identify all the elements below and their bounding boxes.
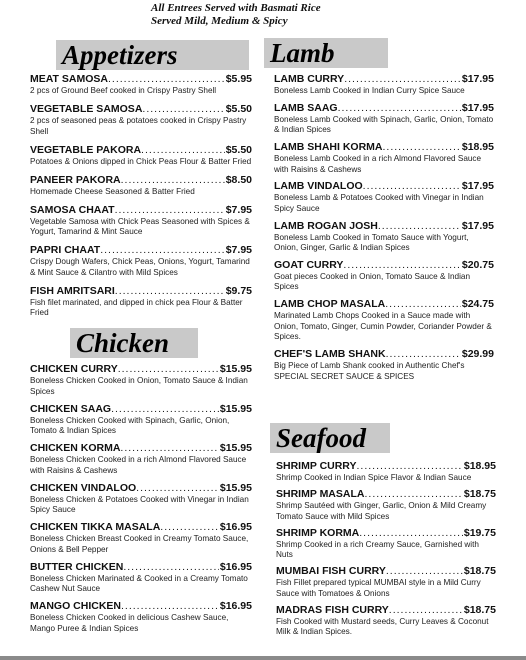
menu-item-description: Shrimp Cooked in Indian Spice Flavor & Indian Sauce [276,473,472,482]
menu-item-price: $17.95 [461,219,494,232]
menu-item-name: VEGETABLE SAMOSA [30,103,143,115]
menu-item-description: Boneless Chicken & Potatoes Cooked with Vinegar in Indian Spicy Sauce [30,494,249,514]
appetizers-title: Appetizers [56,40,249,70]
menu-item-name: CHICKEN VINDALOO [30,481,137,494]
menu-item-description: Boneless Chicken Cooked with Spinach, Garlic, Onion, Tomato & Indian Spices [30,415,230,435]
menu-item-price: $18.95 [463,460,496,472]
dot-leader [100,244,225,257]
menu-item-line [276,527,496,540]
menu-item-description: Goat pieces Cooked in Onion, Tomato Sauce & Indian Spices [274,271,471,292]
menu-item-name: CHICKEN KORMA [30,442,121,454]
menu-item-name: PAPRI CHAAT [30,244,101,256]
dot-leader [121,174,225,187]
menu-item [274,348,494,382]
menu-item-price: $5.95 [225,73,252,85]
menu-item-name: SHRIMP MASALA [276,488,365,501]
menu-item-name: PANEER PAKORA [30,173,121,186]
lamb-list [274,73,494,382]
dot-leader [378,220,461,233]
menu-item-name: LAMB VINDALOO [274,180,363,193]
menu-item-line [30,73,252,86]
chicken-list [30,363,252,634]
dot-leader [359,527,463,540]
menu-item-description: Boneless Chicken Marinated & Cooked in a Creamy Tomato Cashew Nut Sauce [30,573,248,593]
menu-item-line [276,460,496,473]
menu-item-price: $17.95 [461,180,494,193]
dot-leader [389,604,463,617]
menu-item-line [274,259,494,272]
menu-item-description: Shrimp Cooked in a rich Creamy Sauce, Garnished with Nuts [276,539,479,560]
menu-item-description: Vegetable Samosa with Chick Peas Seasoned with Spices & Yogurt, Tamarind & Mint Sauce [30,216,250,236]
menu-item-price: $29.99 [461,348,494,361]
menu-item-description: Shrimp Sautéed with Ginger, Garlic, Onion & Mild Creamy Tomato Sauce with Mild Spices [276,501,487,521]
menu-item-name: LAMB CHOP MASALA [274,298,386,311]
menu-item-line [30,482,252,495]
menu-item [30,174,252,198]
dot-leader [385,298,461,311]
menu-item-description: Fish Cooked with Mustard seeds, Curry Leaves & Coconut Milk & Indian Spices. [276,616,489,637]
menu-item-price: $5.50 [225,103,252,115]
menu-item-name: BUTTER CHICKEN [30,560,124,573]
menu-item-line [274,348,494,361]
menu-item-line [274,298,494,311]
menu-item-line [276,565,496,578]
menu-item-price: $7.95 [225,203,252,216]
menu-item-name: CHICKEN TIKKA MASALA [30,521,161,533]
menu-item [30,144,252,168]
menu-item-name: VEGETABLE PAKORA [30,143,142,156]
menu-item-description: Big Piece of Lamb Shank cooked in Authentic Chef's SPECIAL SECRET SAUCE & SPICES [274,361,465,381]
menu-item-description: Boneless Lamb Cooked in Tomato Sauce with Yogurt, Onion, Ginger, Garlic & Indian Spices [274,232,469,253]
dot-leader [383,141,461,154]
menu-item-name: CHEF'S LAMB SHANK [274,348,386,361]
menu-item-name: SAMOSA CHAAT [30,203,115,216]
menu-item-price: $18.75 [463,565,496,578]
menu-item-name: LAMB CURRY [274,73,345,85]
menu-item [276,604,496,638]
dot-leader [344,73,461,86]
menu-item-price: $18.95 [461,141,494,154]
menu-item-price: $9.75 [225,284,252,297]
menu-item-name: FISH AMRITSARI [30,284,115,297]
menu-item-price: $18.75 [463,488,496,501]
menu-item-name: LAMB ROGAN JOSH [274,219,378,232]
menu-item-line [30,521,252,534]
menu-item-description: Boneless Chicken Cooked in a rich Almond Flavored Sauce with Raisins & Cashews [30,455,247,475]
menu-item-name: LAMB SAAG [274,101,338,114]
menu-item [274,102,494,136]
chicken-title: Chicken [70,328,198,358]
menu-item-description: Fish Fillet prepared typical MUMBAI style in a Mild Curry Sauce with Tomatoes & Onions [276,578,481,598]
menu-item [276,527,496,561]
dot-leader [136,482,219,495]
menu-item-description: 2 pcs of seasoned peas & potatoes cooked in Crispy Pastry Shell [30,116,247,136]
menu-item-description: Boneless Lamb Cooked in a rich Almond Flavored Sauce with Raisins & Cashews [274,154,482,174]
menu-item-line [274,220,494,233]
dot-leader [118,363,219,376]
menu-item-line [30,403,252,416]
menu-item-line [30,561,252,574]
menu-item-line [30,204,252,217]
dot-leader [338,102,461,115]
dot-leader [343,259,460,272]
menu-item [30,103,252,137]
menu-item [276,565,496,599]
header-line-rice: All Entrees Served with Basmati Rice [151,2,321,14]
menu-item-line [30,363,252,376]
menu-item-line [30,285,252,298]
menu-item-price: $16.95 [219,521,252,533]
dot-leader [357,460,463,473]
menu-item-name: GOAT CURRY [274,258,344,271]
menu-item-name: MADRAS FISH CURRY [276,603,389,616]
menu-item-name: MUMBAI FISH CURRY [276,565,386,578]
menu-item [274,298,494,343]
menu-item-line [30,442,252,455]
menu-item [30,285,252,319]
seafood-title: Seafood [270,423,390,453]
menu-item-price: $8.50 [225,173,252,186]
menu-item [274,220,494,254]
dot-leader [111,403,219,416]
dot-leader [364,488,462,501]
menu-item [276,460,496,484]
dot-leader [108,73,225,86]
menu-item [30,561,252,595]
menu-item [30,363,252,397]
menu-item-description: Fish filet marinated, and dipped in chick pea Flour & Batter Fried [30,297,243,317]
menu-item-description: Boneless Chicken Breast Cooked in Creamy Tomato Sauce, Onions & Bell Pepper [30,534,249,554]
menu-item-price: $7.95 [225,244,252,256]
menu-item-description: 2 pcs of Ground Beef cooked in Crispy Pastry Shell [30,86,217,95]
menu-item-price: $19.75 [463,526,496,539]
menu-item [276,488,496,522]
menu-item-description: Potatoes & Onions dipped in Chick Peas Flour & Batter Fried [30,156,252,166]
menu-item-line [274,180,494,193]
menu-item-line [30,103,252,116]
menu-item-price: $17.95 [461,101,494,114]
menu-item-description: Boneless Chicken Cooked in delicious Cashew Sauce, Mango Puree & Indian Spices [30,613,229,633]
menu-item-line [30,174,252,187]
menu-item-price: $15.95 [219,481,252,494]
dot-leader [123,561,219,574]
menu-item [274,259,494,293]
bottom-divider [0,656,526,660]
menu-item-price: $15.95 [219,442,252,454]
menu-item-line [274,102,494,115]
dot-leader [115,204,225,217]
menu-item [30,73,252,97]
menu-item-price: $16.95 [219,600,252,612]
dot-leader [363,180,461,193]
menu-item-name: MEAT SAMOSA [30,73,108,85]
dot-leader [121,600,219,613]
menu-item [30,204,252,238]
menu-item-description: Boneless Lamb Cooked in Indian Curry Spice Sauce [274,86,465,95]
dot-leader [386,348,461,361]
menu-item [30,244,252,278]
menu-item [274,141,494,175]
menu-item-price: $15.95 [219,363,252,375]
menu-item-line [276,488,496,501]
menu-item [30,521,252,555]
menu-item-name: MANGO CHICKEN [30,600,121,612]
menu-item-price: $15.95 [219,402,252,415]
menu-item-line [276,604,496,617]
menu-item-line [274,141,494,154]
menu-item-price: $24.75 [461,298,494,311]
menu-item-description: Boneless Chicken Cooked in Onion, Tomato Sauce & Indian Spices [30,376,248,396]
menu-item-name: SHRIMP CURRY [276,460,357,472]
menu-item [30,403,252,437]
lamb-title: Lamb [264,38,388,68]
menu-item-description: Homemade Cheese Seasoned & Batter Fried [30,186,195,196]
dot-leader [142,103,224,116]
menu-item-line [30,600,252,613]
menu-item [30,600,252,634]
menu-item-price: $18.75 [463,603,496,616]
menu-item-name: CHICKEN CURRY [30,363,118,375]
menu-item-price: $5.50 [225,143,252,156]
menu-item [274,73,494,97]
seafood-list [276,460,496,638]
menu-item-description: Marinated Lamb Chops Cooked in a Sauce made with Onion, Tomato, Ginger, Cumin Powder, Coriander Powder & Spices. [274,311,492,342]
dot-leader [160,521,219,534]
menu-item [30,442,252,476]
menu-item-name: CHICKEN SAAG [30,402,112,415]
dot-leader [386,565,463,578]
menu-item-name: LAMB SHAHI KORMA [274,141,383,154]
menu-item [30,482,252,516]
header-line-spice: Served Mild, Medium & Spicy [151,15,288,27]
menu-item-price: $17.95 [461,73,494,85]
menu-item-line [30,144,252,157]
dot-leader [115,285,225,298]
menu-item-description: Boneless Lamb Cooked with Spinach, Garlic, Onion, Tomato & Indian Spices [274,114,494,135]
menu-item-line [274,73,494,86]
menu-item-description: Boneless Lamb & Potatoes Cooked with Vinegar in Indian Spicy Sauce [274,193,484,213]
menu-item-name: SHRIMP KORMA [276,526,360,539]
appetizers-list [30,73,252,319]
dot-leader [120,442,218,455]
menu-item-price: $20.75 [461,258,494,271]
menu-item-price: $16.95 [219,560,252,573]
menu-item-line [30,244,252,257]
menu-item-description: Crispy Dough Wafers, Chick Peas, Onions, Yogurt, Tamarind & Mint Sauce & Cilantro with Mild Spices [30,257,250,277]
dot-leader [141,144,225,157]
menu-item [274,180,494,214]
